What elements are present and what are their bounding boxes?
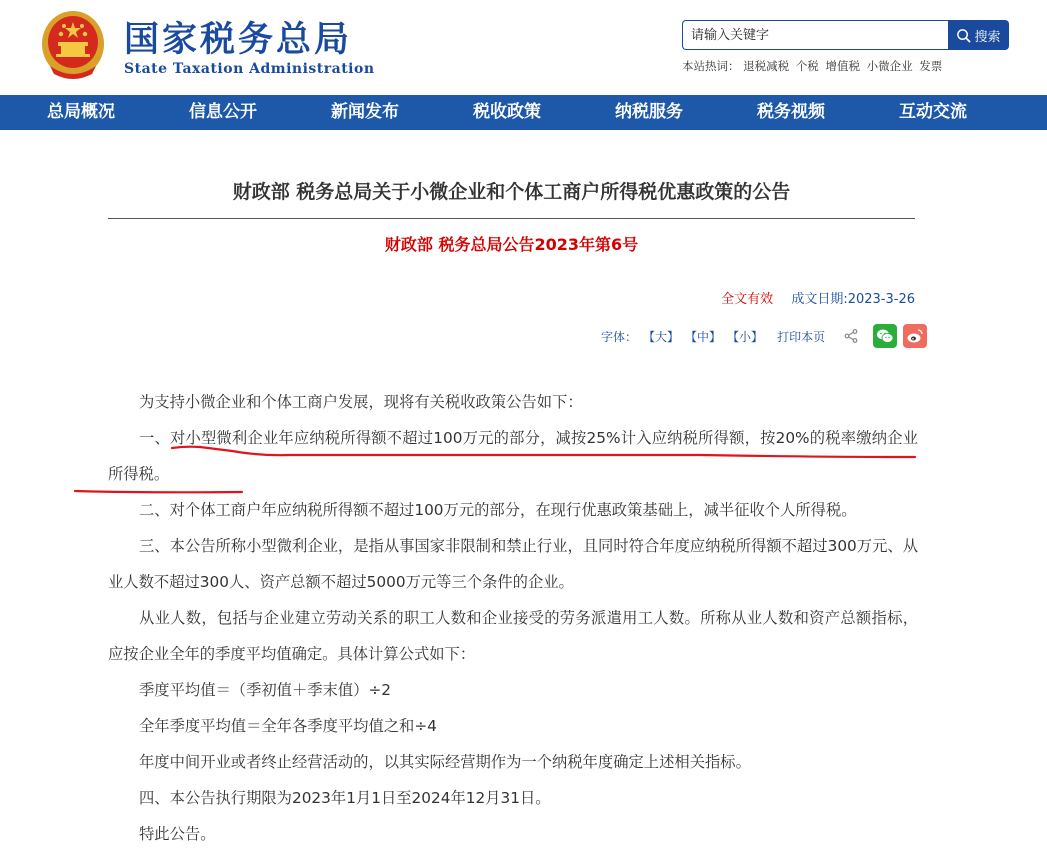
article-paragraph: 季度平均值＝（季初值＋季末值）÷2 <box>139 681 392 699</box>
article-paragraph: 三、本公告所称小型微利企业，是指从事国家非限制和禁止行业，且同时符合年度应纳税所得额不超过300万元、从业人数不超过300人、资产总额不超过5000万元等三个条件的企业。 <box>108 537 918 591</box>
document-number: 财政部 税务总局公告2023年第6号 <box>384 235 639 254</box>
site-logo-english[interactable]: State Taxation Administration <box>124 61 375 77</box>
article-title: 财政部 税务总局关于小微企业和个体工商户所得税优惠政策的公告 <box>232 181 791 203</box>
article-paragraph: 四、本公告执行期限为2023年1月1日至2024年12月31日。 <box>139 789 551 807</box>
main-nav <box>0 95 1047 130</box>
article-toolbar <box>601 324 933 348</box>
hot-words <box>682 58 945 74</box>
article-paragraph: 一、对小型微利企业年应纳税所得额不超过100万元的部分，减按25%计入应纳税所得额，按20%的税率缴纳企业所得税。 <box>108 429 918 483</box>
share-icon[interactable] <box>843 328 859 344</box>
font-medium-button[interactable]: 【中】 <box>685 329 722 344</box>
font-small-button[interactable]: 【小】 <box>727 329 764 344</box>
article-paragraph: 全年季度平均值＝全年各季度平均值之和÷4 <box>139 717 437 735</box>
document-date: 成文日期:2023-3-26 <box>791 292 915 307</box>
weibo-share-icon[interactable] <box>903 324 927 348</box>
nav-item-tax-policy[interactable]: 税收政策 <box>473 102 541 122</box>
font-size-label: 字体： <box>601 329 638 344</box>
article-paragraph: 特此公告。 <box>139 825 216 843</box>
nav-item-video[interactable]: 税务视频 <box>757 102 825 122</box>
search-bar <box>682 20 1009 50</box>
search-button-label: 搜索 <box>974 29 1001 45</box>
nav-item-tax-service[interactable]: 纳税服务 <box>615 102 683 122</box>
search-icon <box>956 28 971 43</box>
article-body <box>108 384 918 852</box>
nav-item-info-disclosure[interactable]: 信息公开 <box>189 102 257 122</box>
national-emblem-icon[interactable] <box>40 8 106 80</box>
wechat-share-icon[interactable] <box>873 324 897 348</box>
hot-word-link[interactable]: 小微企业 <box>866 59 913 73</box>
validity-status: 全文有效 <box>721 292 774 307</box>
title-divider <box>108 218 915 219</box>
site-logo-chinese[interactable]: 国家税务总局 <box>124 20 353 60</box>
article-paragraph: 从业人数，包括与企业建立劳动关系的职工人数和企业接受的劳务派遣用工人数。所称从业人数和资产总额指标，应按企业全年的季度平均值确定。具体计算公式如下： <box>108 609 918 663</box>
search-input[interactable] <box>682 20 950 50</box>
article-paragraph: 年度中间开业或者终止经营活动的，以其实际经营期作为一个纳税年度确定上述相关指标。 <box>139 753 751 771</box>
hot-word-link[interactable]: 个税 <box>795 59 819 73</box>
nav-item-interaction[interactable]: 互动交流 <box>899 102 967 122</box>
font-large-button[interactable]: 【大】 <box>643 329 680 344</box>
article-meta <box>721 290 915 310</box>
nav-item-overview[interactable]: 总局概况 <box>47 102 115 122</box>
hot-words-label: 本站热词： <box>682 59 740 73</box>
site-header <box>0 0 1047 95</box>
article-paragraph: 二、对个体工商户年应纳税所得额不超过100万元的部分，在现行优惠政策基础上，减半征收个人所得税。 <box>139 501 857 519</box>
search-button[interactable] <box>948 20 1009 50</box>
article-paragraph: 为支持小微企业和个体工商户发展，现将有关税收政策公告如下： <box>139 393 583 411</box>
nav-item-news[interactable]: 新闻发布 <box>331 102 399 122</box>
hot-word-link[interactable]: 发票 <box>919 59 943 73</box>
print-button[interactable]: 打印本页 <box>777 329 826 344</box>
hot-word-link[interactable]: 退税减税 <box>743 59 790 73</box>
hot-word-link[interactable]: 增值税 <box>825 59 860 73</box>
